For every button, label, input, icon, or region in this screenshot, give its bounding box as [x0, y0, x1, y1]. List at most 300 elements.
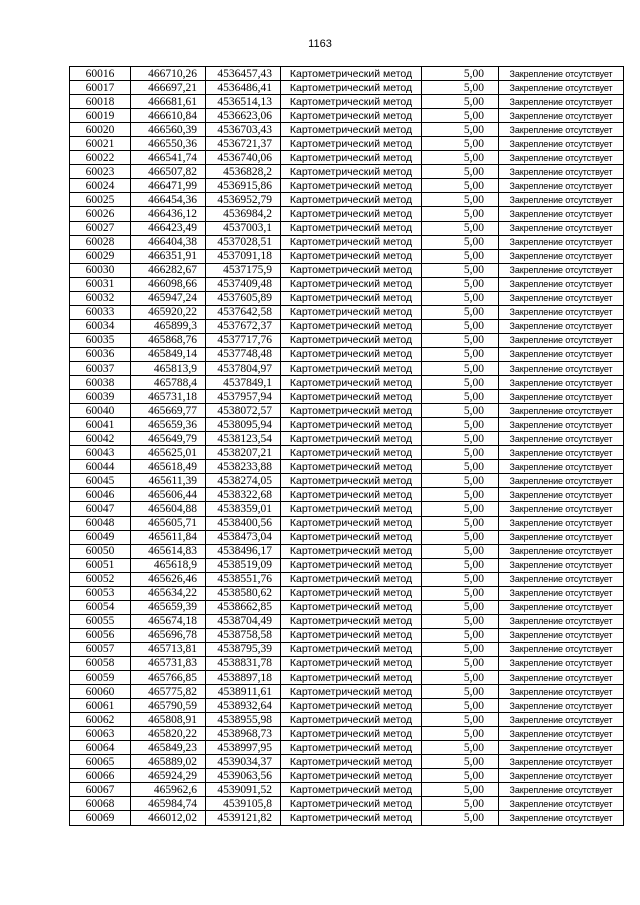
accuracy-cell: 5,00 [422, 474, 499, 488]
point-number-cell: 60021 [70, 137, 131, 151]
table-row [70, 600, 624, 614]
accuracy-cell: 5,00 [422, 488, 499, 502]
y-coordinate-cell: 4537849,1 [206, 376, 281, 390]
point-number-cell: 60022 [70, 151, 131, 165]
y-coordinate-cell: 4538968,73 [206, 727, 281, 741]
y-coordinate-cell: 4537748,48 [206, 347, 281, 361]
method-cell: Картометрический метод [281, 586, 422, 600]
accuracy-cell: 5,00 [422, 741, 499, 755]
x-coordinate-cell: 465611,39 [131, 474, 206, 488]
fixation-cell: Закрепление отсутствует [499, 530, 624, 544]
fixation-cell: Закрепление отсутствует [499, 109, 624, 123]
table-row [70, 811, 624, 825]
y-coordinate-cell: 4537409,48 [206, 277, 281, 291]
fixation-cell: Закрепление отсутствует [499, 249, 624, 263]
x-coordinate-cell: 465808,91 [131, 713, 206, 727]
x-coordinate-cell: 465674,18 [131, 614, 206, 628]
fixation-cell: Закрепление отсутствует [499, 263, 624, 277]
method-cell: Картометрический метод [281, 516, 422, 530]
method-cell: Картометрический метод [281, 797, 422, 811]
accuracy-cell: 5,00 [422, 446, 499, 460]
fixation-cell: Закрепление отсутствует [499, 67, 624, 81]
method-cell: Картометрический метод [281, 558, 422, 572]
method-cell: Картометрический метод [281, 727, 422, 741]
y-coordinate-cell: 4539105,8 [206, 797, 281, 811]
x-coordinate-cell: 465731,83 [131, 656, 206, 670]
table-row [70, 797, 624, 811]
point-number-cell: 60057 [70, 642, 131, 656]
accuracy-cell: 5,00 [422, 277, 499, 291]
table-row [70, 305, 624, 319]
y-coordinate-cell: 4537028,51 [206, 235, 281, 249]
x-coordinate-cell: 465899,3 [131, 319, 206, 333]
y-coordinate-cell: 4538274,05 [206, 474, 281, 488]
method-cell: Картометрический метод [281, 67, 422, 81]
accuracy-cell: 5,00 [422, 530, 499, 544]
x-coordinate-cell: 465849,23 [131, 741, 206, 755]
fixation-cell: Закрепление отсутствует [499, 600, 624, 614]
x-coordinate-cell: 465924,29 [131, 769, 206, 783]
fixation-cell: Закрепление отсутствует [499, 502, 624, 516]
method-cell: Картометрический метод [281, 207, 422, 221]
x-coordinate-cell: 465920,22 [131, 305, 206, 319]
y-coordinate-cell: 4538758,58 [206, 628, 281, 642]
x-coordinate-cell: 466471,99 [131, 179, 206, 193]
table-row [70, 671, 624, 685]
table-row [70, 291, 624, 305]
fixation-cell: Закрепление отсутствует [499, 291, 624, 305]
fixation-cell: Закрепление отсутствует [499, 207, 624, 221]
method-cell: Картометрический метод [281, 151, 422, 165]
method-cell: Картометрический метод [281, 109, 422, 123]
method-cell: Картометрический метод [281, 305, 422, 319]
method-cell: Картометрический метод [281, 95, 422, 109]
fixation-cell: Закрепление отсутствует [499, 446, 624, 460]
fixation-cell: Закрепление отсутствует [499, 277, 624, 291]
y-coordinate-cell: 4537717,76 [206, 333, 281, 347]
point-number-cell: 60051 [70, 558, 131, 572]
point-number-cell: 60029 [70, 249, 131, 263]
accuracy-cell: 5,00 [422, 628, 499, 642]
accuracy-cell: 5,00 [422, 249, 499, 263]
point-number-cell: 60059 [70, 671, 131, 685]
method-cell: Картометрический метод [281, 656, 422, 670]
fixation-cell: Закрепление отсутствует [499, 95, 624, 109]
method-cell: Картометрический метод [281, 460, 422, 474]
point-number-cell: 60025 [70, 193, 131, 207]
point-number-cell: 60043 [70, 446, 131, 460]
point-number-cell: 60034 [70, 319, 131, 333]
y-coordinate-cell: 4538795,39 [206, 642, 281, 656]
x-coordinate-cell: 466282,67 [131, 263, 206, 277]
y-coordinate-cell: 4539063,56 [206, 769, 281, 783]
x-coordinate-cell: 465713,81 [131, 642, 206, 656]
x-coordinate-cell: 466404,38 [131, 235, 206, 249]
y-coordinate-cell: 4536721,37 [206, 137, 281, 151]
fixation-cell: Закрепление отсутствует [499, 558, 624, 572]
y-coordinate-cell: 4537175,9 [206, 263, 281, 277]
fixation-cell: Закрепление отсутствует [499, 656, 624, 670]
x-coordinate-cell: 465625,01 [131, 446, 206, 460]
method-cell: Картометрический метод [281, 671, 422, 685]
x-coordinate-cell: 465766,85 [131, 671, 206, 685]
fixation-cell: Закрепление отсутствует [499, 614, 624, 628]
point-number-cell: 60044 [70, 460, 131, 474]
method-cell: Картометрический метод [281, 277, 422, 291]
method-cell: Картометрический метод [281, 333, 422, 347]
point-number-cell: 60028 [70, 235, 131, 249]
table-row [70, 67, 624, 81]
y-coordinate-cell: 4536623,06 [206, 109, 281, 123]
x-coordinate-cell: 466710,26 [131, 67, 206, 81]
y-coordinate-cell: 4538473,04 [206, 530, 281, 544]
table-row [70, 685, 624, 699]
method-cell: Картометрический метод [281, 165, 422, 179]
table-row [70, 333, 624, 347]
y-coordinate-cell: 4538997,95 [206, 741, 281, 755]
point-number-cell: 60039 [70, 390, 131, 404]
method-cell: Картометрический метод [281, 235, 422, 249]
accuracy-cell: 5,00 [422, 769, 499, 783]
x-coordinate-cell: 465731,18 [131, 390, 206, 404]
point-number-cell: 60049 [70, 530, 131, 544]
method-cell: Картометрический метод [281, 249, 422, 263]
fixation-cell: Закрепление отсутствует [499, 123, 624, 137]
fixation-cell: Закрепление отсутствует [499, 319, 624, 333]
point-number-cell: 60069 [70, 811, 131, 825]
point-number-cell: 60047 [70, 502, 131, 516]
y-coordinate-cell: 4538400,56 [206, 516, 281, 530]
accuracy-cell: 5,00 [422, 572, 499, 586]
table-row [70, 179, 624, 193]
accuracy-cell: 5,00 [422, 151, 499, 165]
fixation-cell: Закрепление отсутствует [499, 179, 624, 193]
y-coordinate-cell: 4537091,18 [206, 249, 281, 263]
fixation-cell: Закрепление отсутствует [499, 769, 624, 783]
accuracy-cell: 5,00 [422, 347, 499, 361]
table-row [70, 137, 624, 151]
method-cell: Картометрический метод [281, 713, 422, 727]
y-coordinate-cell: 4539121,82 [206, 811, 281, 825]
point-number-cell: 60046 [70, 488, 131, 502]
y-coordinate-cell: 4538496,17 [206, 544, 281, 558]
method-cell: Картометрический метод [281, 474, 422, 488]
table-row [70, 361, 624, 375]
fixation-cell: Закрепление отсутствует [499, 755, 624, 769]
accuracy-cell: 5,00 [422, 699, 499, 713]
fixation-cell: Закрепление отсутствует [499, 713, 624, 727]
x-coordinate-cell: 465634,22 [131, 586, 206, 600]
y-coordinate-cell: 4538072,57 [206, 404, 281, 418]
accuracy-cell: 5,00 [422, 558, 499, 572]
point-number-cell: 60048 [70, 516, 131, 530]
point-number-cell: 60050 [70, 544, 131, 558]
point-number-cell: 60042 [70, 432, 131, 446]
x-coordinate-cell: 465659,36 [131, 418, 206, 432]
table-row [70, 263, 624, 277]
fixation-cell: Закрепление отсутствует [499, 404, 624, 418]
y-coordinate-cell: 4536514,13 [206, 95, 281, 109]
accuracy-cell: 5,00 [422, 305, 499, 319]
fixation-cell: Закрепление отсутствует [499, 460, 624, 474]
y-coordinate-cell: 4538580,62 [206, 586, 281, 600]
y-coordinate-cell: 4538662,85 [206, 600, 281, 614]
x-coordinate-cell: 466351,91 [131, 249, 206, 263]
y-coordinate-cell: 4538322,68 [206, 488, 281, 502]
table-row [70, 221, 624, 235]
y-coordinate-cell: 4538207,21 [206, 446, 281, 460]
table-row [70, 516, 624, 530]
table-row [70, 207, 624, 221]
x-coordinate-cell: 465820,22 [131, 727, 206, 741]
point-number-cell: 60055 [70, 614, 131, 628]
table-row [70, 642, 624, 656]
accuracy-cell: 5,00 [422, 671, 499, 685]
point-number-cell: 60019 [70, 109, 131, 123]
table-row [70, 446, 624, 460]
table-row [70, 488, 624, 502]
table-row [70, 165, 624, 179]
x-coordinate-cell: 465649,79 [131, 432, 206, 446]
x-coordinate-cell: 466012,02 [131, 811, 206, 825]
table-row [70, 347, 624, 361]
method-cell: Картометрический метод [281, 811, 422, 825]
x-coordinate-cell: 466098,66 [131, 277, 206, 291]
method-cell: Картометрический метод [281, 755, 422, 769]
x-coordinate-cell: 466454,36 [131, 193, 206, 207]
point-number-cell: 60062 [70, 713, 131, 727]
method-cell: Картометрический метод [281, 432, 422, 446]
y-coordinate-cell: 4537957,94 [206, 390, 281, 404]
table-row [70, 432, 624, 446]
x-coordinate-cell: 465618,49 [131, 460, 206, 474]
point-number-cell: 60060 [70, 685, 131, 699]
point-number-cell: 60061 [70, 699, 131, 713]
y-coordinate-cell: 4538095,94 [206, 418, 281, 432]
accuracy-cell: 5,00 [422, 193, 499, 207]
y-coordinate-cell: 4538123,54 [206, 432, 281, 446]
accuracy-cell: 5,00 [422, 404, 499, 418]
y-coordinate-cell: 4536952,79 [206, 193, 281, 207]
point-number-cell: 60018 [70, 95, 131, 109]
point-number-cell: 60023 [70, 165, 131, 179]
table-row [70, 741, 624, 755]
y-coordinate-cell: 4538911,61 [206, 685, 281, 699]
accuracy-cell: 5,00 [422, 137, 499, 151]
point-number-cell: 60017 [70, 81, 131, 95]
method-cell: Картометрический метод [281, 446, 422, 460]
accuracy-cell: 5,00 [422, 67, 499, 81]
y-coordinate-cell: 4538897,18 [206, 671, 281, 685]
method-cell: Картометрический метод [281, 614, 422, 628]
method-cell: Картометрический метод [281, 179, 422, 193]
y-coordinate-cell: 4537605,89 [206, 291, 281, 305]
point-number-cell: 60040 [70, 404, 131, 418]
method-cell: Картометрический метод [281, 390, 422, 404]
x-coordinate-cell: 465813,9 [131, 361, 206, 375]
method-cell: Картометрический метод [281, 544, 422, 558]
x-coordinate-cell: 465614,83 [131, 544, 206, 558]
y-coordinate-cell: 4538704,49 [206, 614, 281, 628]
point-number-cell: 60052 [70, 572, 131, 586]
table-row [70, 418, 624, 432]
point-number-cell: 60045 [70, 474, 131, 488]
accuracy-cell: 5,00 [422, 376, 499, 390]
table-row [70, 572, 624, 586]
fixation-cell: Закрепление отсутствует [499, 797, 624, 811]
accuracy-cell: 5,00 [422, 713, 499, 727]
method-cell: Картометрический метод [281, 642, 422, 656]
table-row [70, 656, 624, 670]
accuracy-cell: 5,00 [422, 207, 499, 221]
accuracy-cell: 5,00 [422, 263, 499, 277]
table-row [70, 123, 624, 137]
accuracy-cell: 5,00 [422, 319, 499, 333]
accuracy-cell: 5,00 [422, 179, 499, 193]
x-coordinate-cell: 466550,36 [131, 137, 206, 151]
fixation-cell: Закрепление отсутствует [499, 432, 624, 446]
fixation-cell: Закрепление отсутствует [499, 783, 624, 797]
table-row [70, 727, 624, 741]
accuracy-cell: 5,00 [422, 516, 499, 530]
table-row [70, 235, 624, 249]
fixation-cell: Закрепление отсутствует [499, 544, 624, 558]
table-row [70, 474, 624, 488]
table-row [70, 713, 624, 727]
accuracy-cell: 5,00 [422, 221, 499, 235]
accuracy-cell: 5,00 [422, 109, 499, 123]
point-number-cell: 60020 [70, 123, 131, 137]
table-row [70, 530, 624, 544]
x-coordinate-cell: 465790,59 [131, 699, 206, 713]
method-cell: Картометрический метод [281, 123, 422, 137]
x-coordinate-cell: 466610,84 [131, 109, 206, 123]
point-number-cell: 60037 [70, 361, 131, 375]
accuracy-cell: 5,00 [422, 81, 499, 95]
fixation-cell: Закрепление отсутствует [499, 347, 624, 361]
x-coordinate-cell: 465868,76 [131, 333, 206, 347]
point-number-cell: 60068 [70, 797, 131, 811]
method-cell: Картометрический метод [281, 376, 422, 390]
y-coordinate-cell: 4539091,52 [206, 783, 281, 797]
fixation-cell: Закрепление отсутствует [499, 741, 624, 755]
y-coordinate-cell: 4538932,64 [206, 699, 281, 713]
x-coordinate-cell: 466681,61 [131, 95, 206, 109]
accuracy-cell: 5,00 [422, 291, 499, 305]
x-coordinate-cell: 466697,21 [131, 81, 206, 95]
method-cell: Картометрический метод [281, 193, 422, 207]
fixation-cell: Закрепление отсутствует [499, 642, 624, 656]
x-coordinate-cell: 465947,24 [131, 291, 206, 305]
y-coordinate-cell: 4536740,06 [206, 151, 281, 165]
y-coordinate-cell: 4538519,09 [206, 558, 281, 572]
accuracy-cell: 5,00 [422, 656, 499, 670]
coordinates-table-body [70, 67, 624, 826]
fixation-cell: Закрепление отсутствует [499, 811, 624, 825]
point-number-cell: 60036 [70, 347, 131, 361]
x-coordinate-cell: 465618,9 [131, 558, 206, 572]
accuracy-cell: 5,00 [422, 432, 499, 446]
fixation-cell: Закрепление отсутствует [499, 474, 624, 488]
point-number-cell: 60067 [70, 783, 131, 797]
x-coordinate-cell: 466541,74 [131, 151, 206, 165]
accuracy-cell: 5,00 [422, 390, 499, 404]
table-row [70, 390, 624, 404]
table-row [70, 109, 624, 123]
point-number-cell: 60027 [70, 221, 131, 235]
point-number-cell: 60038 [70, 376, 131, 390]
method-cell: Картометрический метод [281, 628, 422, 642]
table-row [70, 460, 624, 474]
table-row [70, 558, 624, 572]
method-cell: Картометрический метод [281, 347, 422, 361]
method-cell: Картометрический метод [281, 319, 422, 333]
y-coordinate-cell: 4537804,97 [206, 361, 281, 375]
method-cell: Картометрический метод [281, 137, 422, 151]
y-coordinate-cell: 4539034,37 [206, 755, 281, 769]
point-number-cell: 60033 [70, 305, 131, 319]
point-number-cell: 60064 [70, 741, 131, 755]
accuracy-cell: 5,00 [422, 418, 499, 432]
fixation-cell: Закрепление отсутствует [499, 488, 624, 502]
accuracy-cell: 5,00 [422, 333, 499, 347]
accuracy-cell: 5,00 [422, 502, 499, 516]
accuracy-cell: 5,00 [422, 123, 499, 137]
point-number-cell: 60054 [70, 600, 131, 614]
coordinates-table [69, 66, 624, 826]
fixation-cell: Закрепление отсутствует [499, 193, 624, 207]
fixation-cell: Закрепление отсутствует [499, 727, 624, 741]
y-coordinate-cell: 4538831,78 [206, 656, 281, 670]
table-row [70, 699, 624, 713]
table-row [70, 755, 624, 769]
method-cell: Картометрический метод [281, 263, 422, 277]
y-coordinate-cell: 4538955,98 [206, 713, 281, 727]
point-number-cell: 60053 [70, 586, 131, 600]
table-row [70, 502, 624, 516]
x-coordinate-cell: 466423,49 [131, 221, 206, 235]
point-number-cell: 60063 [70, 727, 131, 741]
accuracy-cell: 5,00 [422, 642, 499, 656]
table-row [70, 769, 624, 783]
fixation-cell: Закрепление отсутствует [499, 376, 624, 390]
y-coordinate-cell: 4536915,86 [206, 179, 281, 193]
x-coordinate-cell: 465659,39 [131, 600, 206, 614]
accuracy-cell: 5,00 [422, 165, 499, 179]
x-coordinate-cell: 465611,84 [131, 530, 206, 544]
point-number-cell: 60035 [70, 333, 131, 347]
method-cell: Картометрический метод [281, 572, 422, 586]
point-number-cell: 60032 [70, 291, 131, 305]
method-cell: Картометрический метод [281, 530, 422, 544]
y-coordinate-cell: 4536828,2 [206, 165, 281, 179]
method-cell: Картометрический метод [281, 699, 422, 713]
x-coordinate-cell: 465962,6 [131, 783, 206, 797]
y-coordinate-cell: 4536486,41 [206, 81, 281, 95]
table-row [70, 193, 624, 207]
y-coordinate-cell: 4538233,88 [206, 460, 281, 474]
table-row [70, 783, 624, 797]
point-number-cell: 60041 [70, 418, 131, 432]
y-coordinate-cell: 4536703,43 [206, 123, 281, 137]
accuracy-cell: 5,00 [422, 95, 499, 109]
accuracy-cell: 5,00 [422, 600, 499, 614]
table-row [70, 81, 624, 95]
y-coordinate-cell: 4536457,43 [206, 67, 281, 81]
table-row [70, 628, 624, 642]
accuracy-cell: 5,00 [422, 811, 499, 825]
fixation-cell: Закрепление отсутствует [499, 137, 624, 151]
